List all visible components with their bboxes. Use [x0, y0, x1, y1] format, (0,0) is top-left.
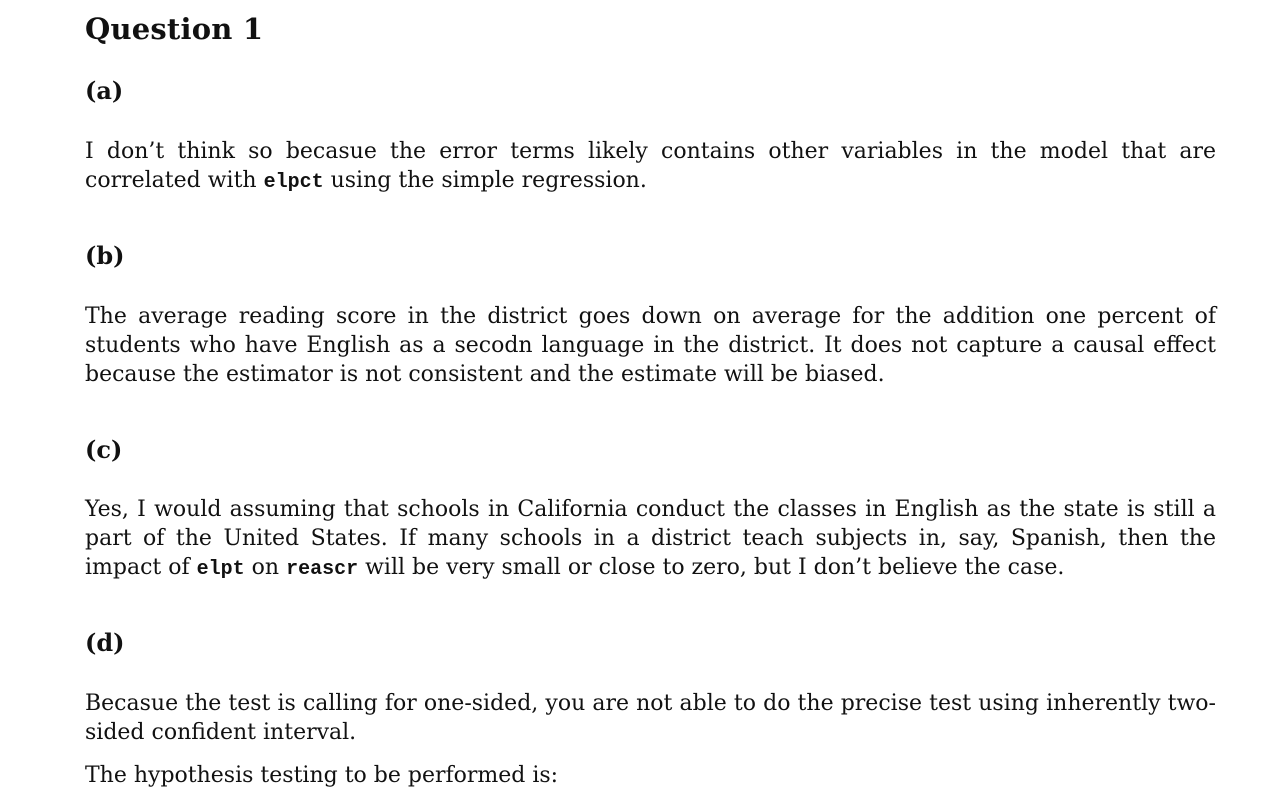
section-a-heading: (a) — [85, 76, 124, 105]
section-a-text-2: using the simple regression. — [323, 168, 647, 193]
section-c-code-elpt: elpt — [196, 558, 245, 581]
section-b-paragraph: The average reading score in the district goes down on average for the addition one percent of students who have English as a secodn language in the district. It does not capture a causal effect because the estimator is not consistent and the estimate will be biased. — [85, 304, 1216, 387]
section-c-paragraph — [85, 495, 1216, 584]
section-a-paragraph — [85, 137, 1216, 197]
section-c-heading: (c) — [85, 435, 123, 464]
question-title: Question 1 — [85, 12, 264, 46]
section-c-text-1: Yes, I would assuming that schools in California conduct the classes in English as the state is still a part of the United States. If many schools in a district teach subjects in, say, Spanish, then the impact of — [85, 497, 1216, 580]
section-d-paragraph-1: Becasue the test is calling for one-sided, you are not able to do the precise test using inherently two-sided confident interval. — [85, 691, 1216, 745]
section-d-paragraph-2: The hypothesis testing to be performed is: — [85, 763, 559, 788]
section-c-code-reascr: reascr — [286, 558, 359, 581]
section-c-text-3: will be very small or close to zero, but I don’t believe the case. — [358, 555, 1065, 580]
section-a-text-1: I don’t think so becasue the error terms likely contains other variables in the model that are correlated with — [85, 139, 1216, 193]
section-c-text-2: on — [244, 555, 287, 580]
section-a-code-elpct: elpct — [263, 171, 324, 194]
section-b-heading: (b) — [85, 241, 125, 270]
section-d-heading: (d) — [85, 628, 125, 657]
